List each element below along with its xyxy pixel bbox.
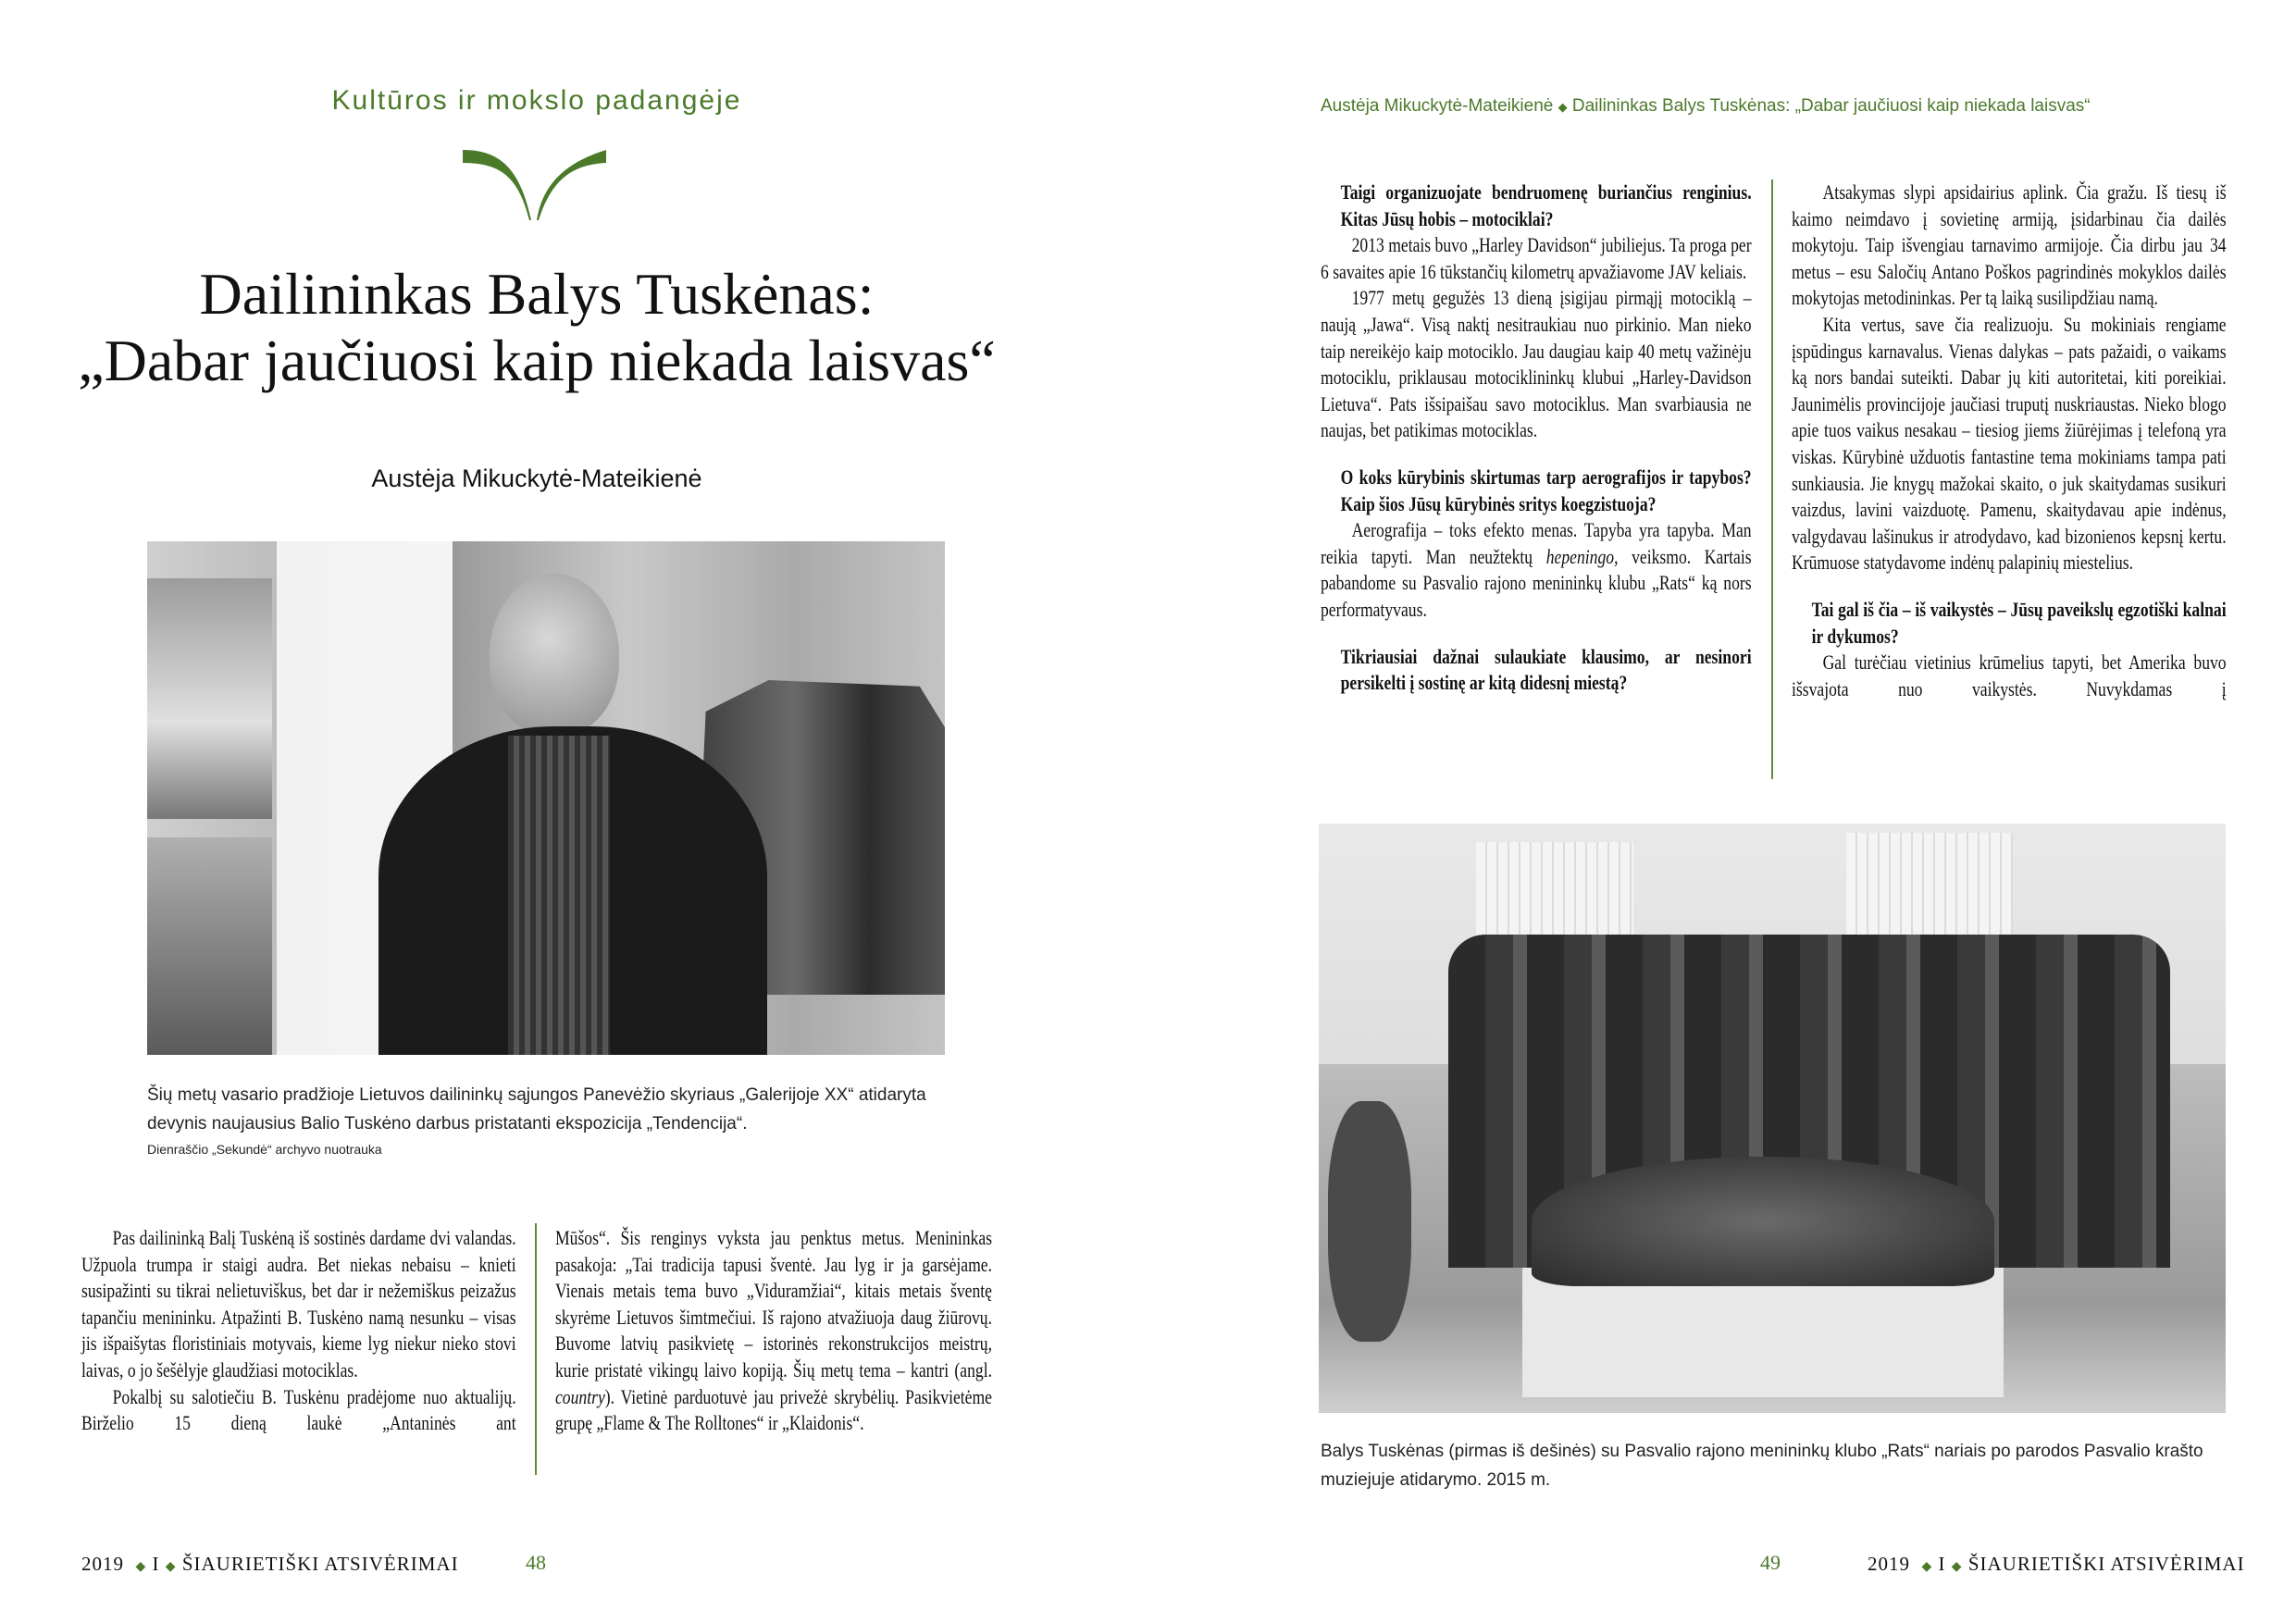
artist-portrait-photo	[147, 541, 945, 1055]
text: , veiksmo. Kartais pabandome su Pasvalio rajono menininkų klubu „Rats“ ką nors performatyvaus.	[1321, 544, 1752, 621]
paragraph: 2013 metais buvo „Harley Davidson“ jubiliejus. Ta proga per 6 savaites apie 16 tūkstančių kilometrų apvažiavome JAV keliais.	[1321, 233, 1752, 283]
text: Mūšos“. Šis renginys vyksta jau penktus metus. Menininkas pasakoja: „Tai tradicija tapusi šventė. Jau lyg ir ja garsėjame. Vienais metais tema buvo „Viduramžiai“, kitais metais šventę skyrėme Lietuvos šimtmečiui. Iš rajono atvažiuoja daug žiūrovų. Buvome latvių pasikvietę – istorinės rekonstrukcijos meistrų, kurie pristatė vikingų laivo kopiją. Šių metų tema – kantri (angl.	[555, 1226, 992, 1381]
wooden-sculpture	[1328, 1101, 1411, 1342]
body-column-4	[1792, 180, 2227, 702]
diamond-icon: ◆	[1921, 1560, 1933, 1574]
question: Tikriausiai dažnai sulaukiate klausimo, ar nesinori persikelti į sostinę ar kitą didesnį miestą?	[1340, 644, 1752, 695]
group-photo	[1319, 824, 2226, 1413]
italic-term: country	[555, 1384, 605, 1408]
man-head	[490, 574, 619, 736]
display-plinth	[1522, 1268, 2004, 1397]
footer-year: 2019	[1868, 1553, 1910, 1575]
column-divider	[1771, 180, 1773, 779]
body-column-2	[555, 1225, 992, 1437]
text: Aerografija – toks efekto menas. Tapyba yra tapyba. Man reikia tapyti. Man neužtektų	[1321, 518, 1752, 568]
paragraph	[555, 1225, 992, 1437]
diamond-icon: ◆	[165, 1560, 177, 1574]
author-byline: Austėja Mikuckytė-Mateikienė	[371, 465, 702, 492]
paragraph: Atsakymas slypi apsidairius aplink. Čia gražu. Iš tiesų iš kaimo neimdavo į sovietinę armiją, įsidarbinau čia dailės mokytoju. Taip išvengiau tarnavimo armijoje. Čia dirbu jau 34 metus – esu Saločių Antano Poškos pagrindinės mokyklos dailės mokytojas metodininkas. Per tą laiką susilipdžiau namą.	[1792, 180, 2227, 310]
diamond-icon: ◆	[1951, 1560, 1963, 1574]
paragraph: Gal turėčiau vietinius krūmelius tapyti, bet Amerika buvo išsvajota nuo vaikystės. Nuvykdamas į	[1792, 650, 2227, 700]
footer-journal	[1868, 1553, 2245, 1576]
paragraph: Kita vertus, save čia realizuoju. Su mokiniais rengiame įspūdingus karnavalus. Vienas dalykas – pats pažaidi, o vaikams ką nors bandai suteikti. Dabar jų kiti autoritetai, kiti poreikiai. Jaunimėlis provincijoje jaučiasi truputį nuskriaustas. Nieko blogo apie tuos vaikus nesakau – tiesiog jiems žiūrėjimas į telefoną yra viskas. Kūrybinė užduotis fantastine tema mokiniams tampa pati sunkiausia. Jie knygų mažokai skaito, o juk skaitydamas susikuri vaizdus, lavini vaizduotę. Pamenu, skaitydavau apie indėnus, valgydavau lašinukus ir atrodydavo, kad bizonienos kepsnį kertu. Krūmuose statydavome indėnų palapinių miestelius.	[1792, 312, 2227, 575]
diamond-icon: ◆	[1558, 100, 1568, 114]
paragraph: Pokalbį su salotiečiu B. Tuskėnu pradėjome nuo aktualijų. Birželio 15 dieną laukė „Antaninės ant	[81, 1384, 516, 1435]
photo-caption	[147, 1081, 962, 1160]
caption-text: Šių metų vasario pradžioje Lietuvos dailininkų sąjungos Panevėžio skyriaus „Galerijoje XX“ atidaryta devynis naujausius Balio Tuskėno darbus pristatanti ekspozicija „Tendencija“.	[147, 1085, 926, 1134]
question: Tai gal iš čia – iš vaikystės – Jūsų paveikslų egzotiški kalnai ir dykumos?	[1811, 597, 2227, 648]
footer-issue: I	[152, 1553, 160, 1575]
sculptures	[1532, 1157, 1994, 1286]
body-column-1	[81, 1225, 516, 1437]
column-divider	[535, 1223, 537, 1475]
painting-thumbnail	[147, 837, 272, 1055]
paragraph: 1977 metų gegužės 13 dieną įsigijau pirmąjį motociklą – naują „Jawa“. Visą naktį nesitraukiau nuo pirkinio. Man nieko taip nereikėjo kaip motociklo. Jau daugiau kaip 40 metų važinėju motociklu, priklausau motociklininkų klubui „Harley-Davidson Lietuva“. Pats išsipaišau savo motociklus. Man svarbiausia ne naujas, bet patikimas motociklas.	[1321, 286, 1752, 442]
footer-journal-name: ŠIAURIETIŠKI ATSIVĖRIMAI	[181, 1553, 459, 1575]
title-line-1: Dailininkas Balys Tuskėnas:	[199, 261, 875, 327]
leaf-logo-icon	[463, 148, 606, 222]
paragraph: Pas dailininką Balį Tuskėną iš sostinės dardame dvi valandas. Užpuola trumpa ir staigi audra. Bet niekas nebaisu – knieti susipažinti su tikrai nelietuviškus, bet dar ir nežemiškus peizažus tapančiu menininku. Atpažinti B. Tuskėno namą nesunku – visas jis išpaišytas floristiniais motyvais, kieme lyg niekur nieko stovi laivas, o jo šešėlyje glaudžiasi motociklas.	[81, 1226, 516, 1381]
diamond-icon: ◆	[135, 1560, 147, 1574]
body-column-3	[1321, 180, 1752, 697]
running-head	[1321, 96, 2246, 117]
question: Taigi organizuojate bendruomenę buriančius renginius. Kitas Jūsų hobis – motociklai?	[1340, 180, 1752, 230]
photo-credit: Dienraščio „Sekundė“ archyvo nuotrauka	[147, 1142, 382, 1157]
footer-issue: I	[1938, 1553, 1946, 1575]
paragraph	[1321, 517, 1752, 623]
article-title	[56, 261, 1018, 394]
page-number: 48	[526, 1551, 546, 1574]
footer-journal	[81, 1553, 459, 1576]
plaid-shirt	[508, 736, 610, 1055]
photo-caption: Balys Tuskėnas (pirmas iš dešinės) su Pasvalio rajono menininkų klubo „Rats“ nariais po parodos Pasvalio krašto muziejuje atidarymo. 2015 m.	[1321, 1442, 2203, 1490]
section-title: Kultūros ir mokslo padangėje	[331, 85, 742, 116]
text: ). Vietinė parduotuvė jau privežė skrybėlių. Pasikvietėme grupę „Flame & The Rolltones“ ir „Klaidonis“.	[555, 1384, 992, 1435]
running-head-author: Austėja Mikuckytė-Mateikienė	[1321, 96, 1554, 116]
painting-thumbnail	[147, 578, 272, 819]
footer-journal-name: ŠIAURIETIŠKI ATSIVĖRIMAI	[1967, 1553, 2245, 1575]
running-head-title: Dailininkas Balys Tuskėnas: „Dabar jaučiuosi kaip niekada laisvas“	[1571, 96, 2091, 116]
footer-year: 2019	[81, 1553, 124, 1575]
page-number: 49	[1760, 1551, 1781, 1574]
question: O koks kūrybinis skirtumas tarp aerografijos ir tapybos? Kaip šios Jūsų kūrybinės sritys koegzistuoja?	[1340, 465, 1752, 515]
italic-term: hepeningo	[1545, 544, 1615, 568]
title-line-2: „Dabar jaučiuosi kaip niekada laisvas“	[78, 328, 996, 393]
